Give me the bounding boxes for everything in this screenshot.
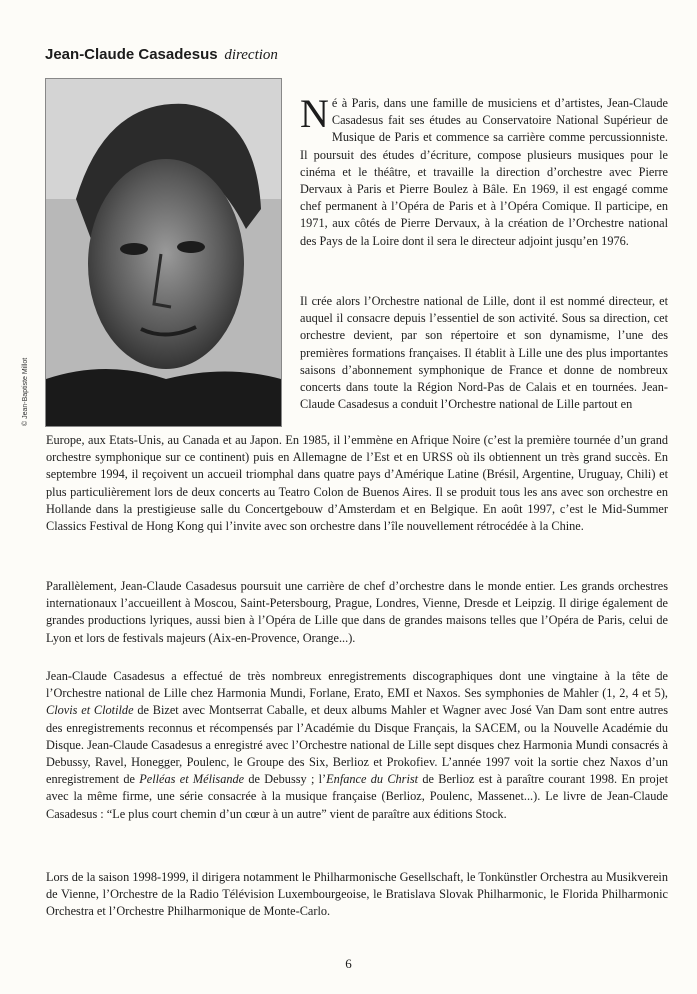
paragraph-5: Lors de la saison 1998-1999, il dirigera notamment le Philharmonische Gesellschaft, le Tonkünstler Orchestra au Musikverein de Vienne, l’Orchestre de la Radio Télévision Luxembourgeoise, le Bratislava Slovak Philharmonic, le Florida Philharmonic Orchestra et l’Orchestre Philharmonique de Monte-Carlo. (46, 870, 668, 919)
p4-part-b: de Bizet avec Montserrat Caballe, et deux albums Mahler et Wagner avec José Van Dam sont entre autres des enregistrements reconnus et récompensés par l’Académie du Disque Français, la SACEM, ou la Nouvelle Académie du Disque. Jean-Claude Casadesus a enregistré avec l’Orchestre national de Lille sept disques chez Harmonia Mundi consacrés à Debussy, Ravel, Honegger, Poulenc, le Groupe des Six, Berlioz et Prokofiev. L’année 1997 voit la sortie chez Naxos d’un enregistrement de (46, 703, 668, 787)
title-clovis: Clovis et Clotilde (46, 703, 134, 718)
paragraph-2-top: Il crée alors l’Orchestre national de Lille, dont il est nommé directeur, et auquel il consacre depuis l’essentiel de son activité. Sous sa direction, cet orchestre devient, par son répertoire et son dynamisme, l’une des premières formations françaises. Il établit à Lille une des plus importantes saisons d’abonnement symphonique de France et donne de nombreux concerts dans toute la Région Nord-Pas de Calais et en tournées. Jean-Claude Casadesus a conduit l’Orchestre national de Lille partout en (300, 294, 668, 412)
page-number: 6 (345, 956, 352, 971)
portrait-photo (45, 78, 282, 427)
p4-part-c: de Debussy ; l’ (244, 772, 327, 787)
page-title (45, 46, 278, 64)
p4-part-d: de Berlioz est à paraître courant 1998. En projet avec la même firme, une série consacrée à la musique française (Berlioz, Poulenc, Massenet...). Le livre de Jean-Claude Casadesus : “Le plus court chemin d’un cœur à un autre” vient de paraître aux éditions Stock. (46, 772, 668, 821)
title-enfance: Enfance du Christ (326, 772, 419, 787)
p4-part-a: Jean-Claude Casadesus a effectué de très nombreux enregistrements discographiques dont une vingtaine à la tête de l’Orchestre national de Lille chez Harmonia Mundi, Forlane, Erato, EMI et Naxos. Ses symphonies de Mahler (1, 2, 4 et 5), (46, 669, 668, 701)
drop-cap: N (300, 91, 329, 136)
title-pelleas: Pelléas et Mélisande (139, 772, 245, 787)
paragraph-4 (46, 668, 668, 823)
conductor-name: Jean-Claude Casadesus (45, 46, 218, 63)
conductor-role: direction (224, 47, 278, 63)
paragraph-1-text: é à Paris, dans une famille de musiciens et d’artistes, Jean-Claude Casadesus fait ses études au Conservatoire National Supérieur de Musique de Paris et commence sa carrière comme percussionniste. Il poursuit des études d’écriture, compose plusieurs musiques pour le cinéma et le théâtre, et travaille la direction d’orchestre avec Pierre Dervaux à Paris et Pierre Boulez à Bâle. En 1969, il est engagé comme chef permanent à l’Opéra de Paris et à l’Opéra Comique. Il participe, en 1971, aux côtés de Pierre Dervaux, à la création de l’Orchestre national des Pays de la Loire dont il sera le directeur adjoint jusqu’en 1976. (300, 96, 668, 248)
portrait-illustration (46, 79, 281, 426)
photo-credit: © Jean-Baptiste Millot (22, 357, 29, 426)
paragraph-3: Parallèlement, Jean-Claude Casadesus poursuit une carrière de chef d’orchestre dans le monde entier. Les grands orchestres internationaux l’accueillent à Moscou, Saint-Petersbourg, Prague, Londres, Vienne, Dresde et Leipzig. Il dirige également de grandes productions lyriques, aussi bien à l’Opéra de Lille que dans de grandes maisons telles que l’Opéra de Paris, celui de Lyon et lors de festivals majeurs (Aix-en-Provence, Orange...). (46, 579, 668, 645)
paragraph-2-bottom: Europe, aux Etats-Unis, au Canada et au Japon. En 1985, il l’emmène en Afrique Noire (c’est la première tournée d’un grand orchestre symphonique sur ce continent) puis en Allemagne de l’Est et en URSS où ils obtiennent un très grand succès. En septembre 1994, il reçoivent un accueil triomphal dans quatre pays d’Amérique Latine (Brésil, Argentine, Uruguay, Chili) et plus particulièrement lors de deux concerts au Teatro Colon de Buenos Aires. Il se produit tous les ans avec son orchestre en Hollande dans la prestigieuse salle du Concertgebouw d’Amsterdam et en Belgique. En août 1997, c’est le Mid-Summer Classics Festival de Hong Kong qui l’invite avec son orchestre dans l’île nouvellement rétrocédée à la Chine. (46, 433, 668, 534)
paragraph-1 (300, 91, 668, 250)
